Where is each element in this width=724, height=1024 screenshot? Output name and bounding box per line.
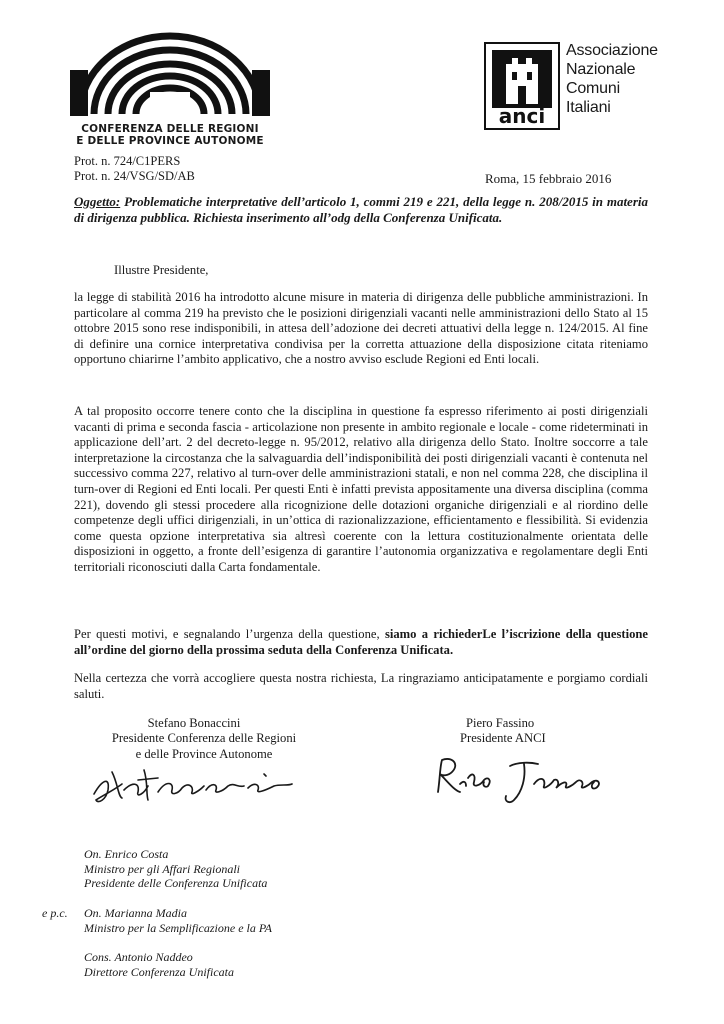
recipient-madia: On. Marianna Madia Ministro per la Semplificazione e la PA <box>84 906 272 935</box>
paragraph-2: A tal proposito occorre tenere conto che la disciplina in questione fa espresso riferimento ai posti dirigenziali vacanti di prima e seconda fascia - articolazione non presente in ambito regionale e locale - come rideterminati in applicazione dell’art. 2 del decreto-legge n. 95/2012, relativo alla dirigenza dello Stato. Inoltre soccorre a tale interpretazione la circostanza che la salvaguardia dell’indisponibilità dei posti dirigenziali vacanti è contenuta nel successivo comma 227, relativo al turn-over delle amministrazioni statali, e non nel comma 228, che disciplina il turn-over di Regioni ed Enti locali. Per questi Enti è infatti prevista appositamente una diversa disciplina (comma 221), dovendo gli stessi procedere alla ricognizione delle dotazioni organiche dirigenziali e al riordino delle competenze degli uffici dirigenziali, in un’ottica di razionalizzazione, efficientamento e flessibilità. Si evidenzia come questa opzione interpretativa sia altresì coerente con la lettura costituzionalmente orientata delle disposizioni in oggetto, a fronte dell’esigenza di garantire l’autonomia organizzativa e regolamentare degli Enti territoriali riconosciuti dalla Carta fondamentale. <box>74 404 648 574</box>
signature-bonaccini-image <box>88 760 298 810</box>
paragraph-1: la legge di stabilità 2016 ha introdotto alcune misure in materia di dirigenza delle pubbliche amministrazioni. In particolare al comma 219 ha previsto che le posizioni dirigenziali vacanti nelle amministrazioni dello Stato al 15 ottobre 2015 sono rese indisponibili, in attesa dell’adozione dei decreti attuativi della legge n. 124/2015. Al fine di definire una cornice interpretativa condivisa per la corretta attuazione della disposizione citata riteniamo opportuno chiarirne l’ambito applicativo, che a nostro avviso esclude Regioni ed Enti locali. <box>74 290 648 367</box>
request-bold-text: siamo a richiederLe l’iscrizione della questione all’ordine del giorno della prossima seduta della Conferenza Unificata. <box>74 627 648 657</box>
subject-text: Problematiche interpretative dell’articolo 1, commi 219 e 221, della legge n. 208/2015 in materia di dirigenza pubblica. Richiesta inserimento all’odg della Conferenza Unificata. <box>74 194 648 225</box>
anci-logo-text: anci <box>498 104 546 128</box>
protocol-line2: Prot. n. 24/VSG/SD/AB <box>74 169 195 183</box>
request-paragraph <box>74 627 648 658</box>
protocol-block <box>74 154 334 184</box>
closing-paragraph: Nella certezza che vorrà accogliere questa nostra richiesta, La ringraziamo anticipatamente e porgiamo cordiali saluti. <box>74 671 648 701</box>
signatory-left-title1: Presidente Conferenza delle Regioni <box>111 731 297 746</box>
conference-logo <box>66 30 274 147</box>
request-text: Per questi motivi, e segnalando l’urgenza della questione, <box>74 627 385 641</box>
signature-fassino-image <box>430 752 610 808</box>
anci-name-line1: Associazione <box>566 42 658 59</box>
signatory-left-title2: e delle Province Autonome <box>135 746 273 761</box>
anci-name-line2: Nazionale <box>566 61 636 78</box>
conference-logo-line1: CONFERENZA DELLE REGIONI <box>81 123 259 135</box>
protocol-line1: Prot. n. 724/C1PERS <box>74 154 181 168</box>
anci-name-line3: Comuni <box>566 80 620 97</box>
signatory-left-name: Stefano Bonaccini <box>147 716 241 730</box>
signatory-right-name: Piero Fassino <box>466 716 535 730</box>
conference-arches-icon <box>66 30 274 118</box>
anci-logo <box>484 42 560 130</box>
signatory-right-title: Presidente ANCI <box>460 731 546 746</box>
letter-date: Roma, 15 febbraio 2016 <box>485 171 612 186</box>
recipient-costa: On. Enrico Costa Ministro per gli Affari Regionali Presidente delle Conferenza Unificata <box>84 847 268 890</box>
cc-label: e p.c. <box>42 906 68 920</box>
signatory-right <box>440 716 640 747</box>
conference-logo-line2: E DELLE PROVINCE AUTONOME <box>76 135 264 147</box>
anci-name <box>566 41 706 117</box>
subject <box>74 194 648 226</box>
anci-name-line4: Italiani <box>566 99 611 116</box>
signatory-left <box>74 716 334 762</box>
salutation: Illustre Presidente, <box>114 263 209 277</box>
recipient-naddeo: Cons. Antonio Naddeo Direttore Conferenza Unificata <box>84 950 234 979</box>
subject-label: Oggetto: <box>74 194 121 209</box>
